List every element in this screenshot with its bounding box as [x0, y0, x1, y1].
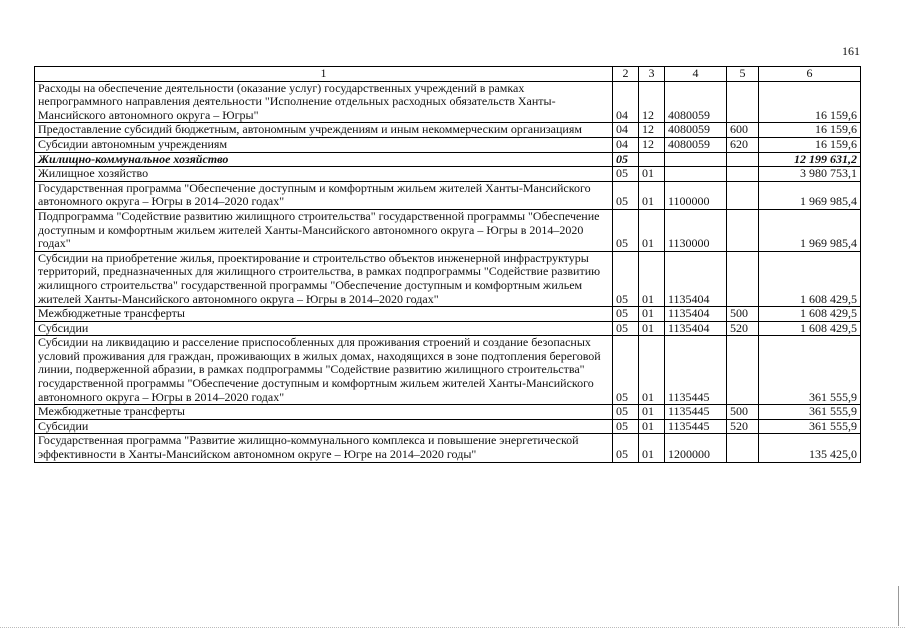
target-article-cell: 1200000 — [665, 434, 727, 462]
expense-type-cell — [727, 336, 759, 405]
target-article-cell: 1135445 — [665, 419, 727, 434]
target-article-cell: 4080059 — [665, 137, 727, 152]
column-header: 5 — [727, 67, 759, 82]
table-row — [35, 167, 861, 182]
expense-type-cell — [727, 434, 759, 462]
subsection-code-cell — [639, 152, 665, 167]
table-row — [35, 209, 861, 251]
amount-cell: 12 199 631,2 — [759, 152, 861, 167]
subsection-code-cell: 01 — [639, 405, 665, 420]
section-code-cell: 05 — [613, 181, 639, 209]
expense-type-cell: 500 — [727, 307, 759, 322]
amount-cell: 1 608 429,5 — [759, 307, 861, 322]
table-row — [35, 251, 861, 306]
expense-type-cell: 620 — [727, 137, 759, 152]
target-article-cell: 1135404 — [665, 321, 727, 336]
amount-cell: 16 159,6 — [759, 81, 861, 123]
subsection-code-cell: 01 — [639, 434, 665, 462]
expense-type-cell — [727, 152, 759, 167]
subsection-code-cell: 01 — [639, 307, 665, 322]
amount-cell: 361 555,9 — [759, 419, 861, 434]
row-name-cell: Жилищно-коммунальное хозяйство — [35, 152, 613, 167]
row-name-cell: Межбюджетные трансферты — [35, 307, 613, 322]
expense-type-cell: 520 — [727, 419, 759, 434]
section-code-cell: 05 — [613, 321, 639, 336]
table-row — [35, 307, 861, 322]
column-header: 4 — [665, 67, 727, 82]
target-article-cell — [665, 152, 727, 167]
target-article-cell — [665, 167, 727, 182]
section-code-cell: 05 — [613, 251, 639, 306]
row-name-cell: Предоставление субсидий бюджетным, автономным учреждениям и иным некоммерческим организациям — [35, 123, 613, 138]
row-name-cell: Субсидии на ликвидацию и расселение приспособленных для проживания строений и создание безопасных условий проживания для граждан, проживающих в жилых домах, находящихся в зоне подтопления береговой линии, подверженной абразии, в рамках подпрограммы "Содействие развитию жилищного строительства" государственной программы "Обеспечение доступным и комфортным жильем жителей Ханты-Мансийского автономного округа – Югры в 2014–2020 годах" — [35, 336, 613, 405]
header-row — [35, 67, 861, 82]
table-body — [35, 81, 861, 462]
amount-cell: 361 555,9 — [759, 405, 861, 420]
table-row — [35, 181, 861, 209]
section-code-cell: 05 — [613, 434, 639, 462]
row-name-cell: Расходы на обеспечение деятельности (оказание услуг) государственных учреждений в рамках непрограммного направления деятельности "Исполнение отдельных расходных обязательств Ханты-Мансийского автономного округа – Югры" — [35, 81, 613, 123]
column-header: 2 — [613, 67, 639, 82]
scan-noise — [0, 627, 905, 629]
subsection-code-cell: 01 — [639, 321, 665, 336]
section-code-cell: 05 — [613, 307, 639, 322]
amount-cell: 1 608 429,5 — [759, 321, 861, 336]
table-row — [35, 419, 861, 434]
target-article-cell: 1135445 — [665, 336, 727, 405]
subsection-code-cell: 12 — [639, 123, 665, 138]
target-article-cell: 1135445 — [665, 405, 727, 420]
amount-cell: 3 980 753,1 — [759, 167, 861, 182]
table-row — [35, 336, 861, 405]
section-code-cell: 04 — [613, 123, 639, 138]
subsection-code-cell: 01 — [639, 251, 665, 306]
expense-type-cell: 600 — [727, 123, 759, 138]
row-name-cell: Межбюджетные трансферты — [35, 405, 613, 420]
table-row — [35, 81, 861, 123]
expense-type-cell — [727, 251, 759, 306]
table-row — [35, 405, 861, 420]
section-code-cell: 05 — [613, 419, 639, 434]
amount-cell: 1 969 985,4 — [759, 181, 861, 209]
subsection-code-cell: 01 — [639, 181, 665, 209]
column-header: 3 — [639, 67, 665, 82]
amount-cell: 16 159,6 — [759, 123, 861, 138]
row-name-cell: Жилищное хозяйство — [35, 167, 613, 182]
section-code-cell: 05 — [613, 209, 639, 251]
column-header: 6 — [759, 67, 861, 82]
row-name-cell: Субсидии — [35, 419, 613, 434]
expense-type-cell: 520 — [727, 321, 759, 336]
amount-cell: 361 555,9 — [759, 336, 861, 405]
subsection-code-cell: 01 — [639, 209, 665, 251]
amount-cell: 1 608 429,5 — [759, 251, 861, 306]
expense-type-cell — [727, 81, 759, 123]
section-code-cell: 05 — [613, 405, 639, 420]
target-article-cell: 1130000 — [665, 209, 727, 251]
target-article-cell: 4080059 — [665, 123, 727, 138]
expense-type-cell: 500 — [727, 405, 759, 420]
table-row — [35, 152, 861, 167]
expense-type-cell — [727, 209, 759, 251]
subsection-code-cell: 01 — [639, 167, 665, 182]
subsection-code-cell: 01 — [639, 419, 665, 434]
row-name-cell: Государственная программа "Развитие жилищно-коммунального комплекса и повышение энергетической эффективности в Ханты-Мансийском автономном округе – Югре на 2014–2020 годы" — [35, 434, 613, 462]
row-name-cell: Субсидии — [35, 321, 613, 336]
target-article-cell: 1100000 — [665, 181, 727, 209]
table-row — [35, 123, 861, 138]
table-row — [35, 321, 861, 336]
amount-cell: 1 969 985,4 — [759, 209, 861, 251]
target-article-cell: 4080059 — [665, 81, 727, 123]
section-code-cell: 05 — [613, 336, 639, 405]
table-row — [35, 434, 861, 462]
row-name-cell: Субсидии автономным учреждениям — [35, 137, 613, 152]
subsection-code-cell: 12 — [639, 137, 665, 152]
budget-table — [34, 66, 861, 463]
target-article-cell: 1135404 — [665, 251, 727, 306]
amount-cell: 135 425,0 — [759, 434, 861, 462]
expense-type-cell — [727, 181, 759, 209]
amount-cell: 16 159,6 — [759, 137, 861, 152]
subsection-code-cell: 01 — [639, 336, 665, 405]
section-code-cell: 04 — [613, 81, 639, 123]
page-number: 161 — [842, 44, 860, 58]
table-row — [35, 137, 861, 152]
scan-edge-mark — [898, 586, 899, 626]
section-code-cell: 05 — [613, 167, 639, 182]
row-name-cell: Субсидии на приобретение жилья, проектирование и строительство объектов инженерной инфраструктуры территорий, предназначенных для жилищного строительства, в рамках подпрограммы "Содействие развитию жилищного строительства" государственной программы "Обеспечение доступным и комфортным жильем жителей Ханты-Мансийского автономного округа – Югры в 2014–2020 годах" — [35, 251, 613, 306]
row-name-cell: Подпрограмма "Содействие развитию жилищного строительства" государственной программы "Обеспечение доступным и комфортным жильем жителей Ханты-Мансийского автономного округа – Югры в 2014–2020 годах" — [35, 209, 613, 251]
row-name-cell: Государственная программа "Обеспечение доступным и комфортным жильем жителей Ханты-Мансийского автономного округа – Югры в 2014–2020 годах" — [35, 181, 613, 209]
section-code-cell: 04 — [613, 137, 639, 152]
expense-type-cell — [727, 167, 759, 182]
target-article-cell: 1135404 — [665, 307, 727, 322]
column-header: 1 — [35, 67, 613, 82]
section-code-cell: 05 — [613, 152, 639, 167]
subsection-code-cell: 12 — [639, 81, 665, 123]
